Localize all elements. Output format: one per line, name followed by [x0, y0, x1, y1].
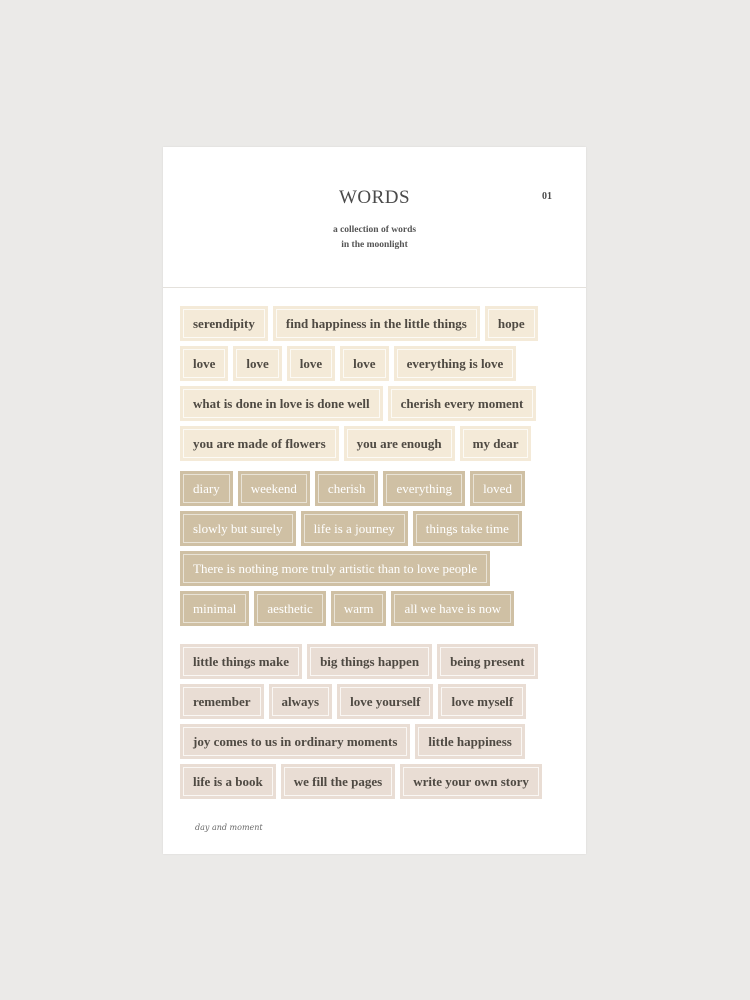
word-sticker: everything: [383, 471, 465, 506]
word-sticker: serendipity: [180, 306, 268, 341]
word-sticker: we fill the pages: [281, 764, 395, 799]
word-sticker: love: [233, 346, 281, 381]
word-sticker: love: [180, 346, 228, 381]
word-sticker: little things make: [180, 644, 302, 679]
sticker-row: [180, 306, 570, 341]
sticker-group-3: [180, 644, 570, 799]
word-sticker: There is nothing more truly artistic than to love people: [180, 551, 490, 586]
word-sticker: minimal: [180, 591, 249, 626]
word-sticker: joy comes to us in ordinary moments: [180, 724, 410, 759]
word-sticker: love yourself: [337, 684, 433, 719]
word-sticker: find happiness in the little things: [273, 306, 480, 341]
sheet-title: WORDS: [338, 187, 411, 208]
word-sticker: slowly but surely: [180, 511, 296, 546]
subtitle-line-1: a collection of words: [332, 225, 417, 235]
sticker-row: [180, 724, 570, 759]
word-sticker: write your own story: [400, 764, 542, 799]
sticker-row: [180, 551, 570, 586]
sticker-row: [180, 386, 570, 421]
word-sticker: everything is love: [394, 346, 517, 381]
word-sticker: always: [269, 684, 333, 719]
word-sticker: being present: [437, 644, 538, 679]
word-sticker: hope: [485, 306, 538, 341]
word-sticker: warm: [331, 591, 387, 626]
brand-signature: day and moment: [195, 823, 263, 832]
word-sticker: you are enough: [344, 426, 455, 461]
sticker-row: [180, 644, 570, 679]
word-sticker: aesthetic: [254, 591, 325, 626]
sticker-row: [180, 511, 570, 546]
word-sticker: loved: [470, 471, 525, 506]
word-sticker: cherish every moment: [388, 386, 537, 421]
sticker-row: [180, 426, 570, 461]
word-sticker: all we have is now: [391, 591, 514, 626]
sticker-row: [180, 591, 570, 626]
sticker-row: [180, 471, 570, 506]
word-sticker: love: [340, 346, 388, 381]
sheet-header: [163, 147, 586, 288]
sticker-group-2: [180, 471, 570, 626]
word-sticker: what is done in love is done well: [180, 386, 383, 421]
word-sticker: love: [287, 346, 335, 381]
sticker-sheet: [163, 147, 586, 854]
sticker-row: [180, 684, 570, 719]
word-sticker: remember: [180, 684, 264, 719]
word-sticker: big things happen: [307, 644, 432, 679]
sheet-number: 01: [542, 191, 552, 202]
word-sticker: life is a book: [180, 764, 276, 799]
sticker-row: [180, 764, 570, 799]
subtitle-line-2: in the moonlight: [341, 240, 408, 250]
word-sticker: cherish: [315, 471, 379, 506]
word-sticker: you are made of flowers: [180, 426, 339, 461]
word-sticker: weekend: [238, 471, 310, 506]
word-sticker: my dear: [460, 426, 532, 461]
word-sticker: life is a journey: [301, 511, 408, 546]
sticker-area: [180, 306, 570, 809]
sticker-group-1: [180, 306, 570, 461]
word-sticker: love myself: [438, 684, 526, 719]
sheet-subtitle: [163, 223, 586, 253]
word-sticker: little happiness: [415, 724, 524, 759]
sticker-row: [180, 346, 570, 381]
word-sticker: things take time: [413, 511, 522, 546]
word-sticker: diary: [180, 471, 233, 506]
